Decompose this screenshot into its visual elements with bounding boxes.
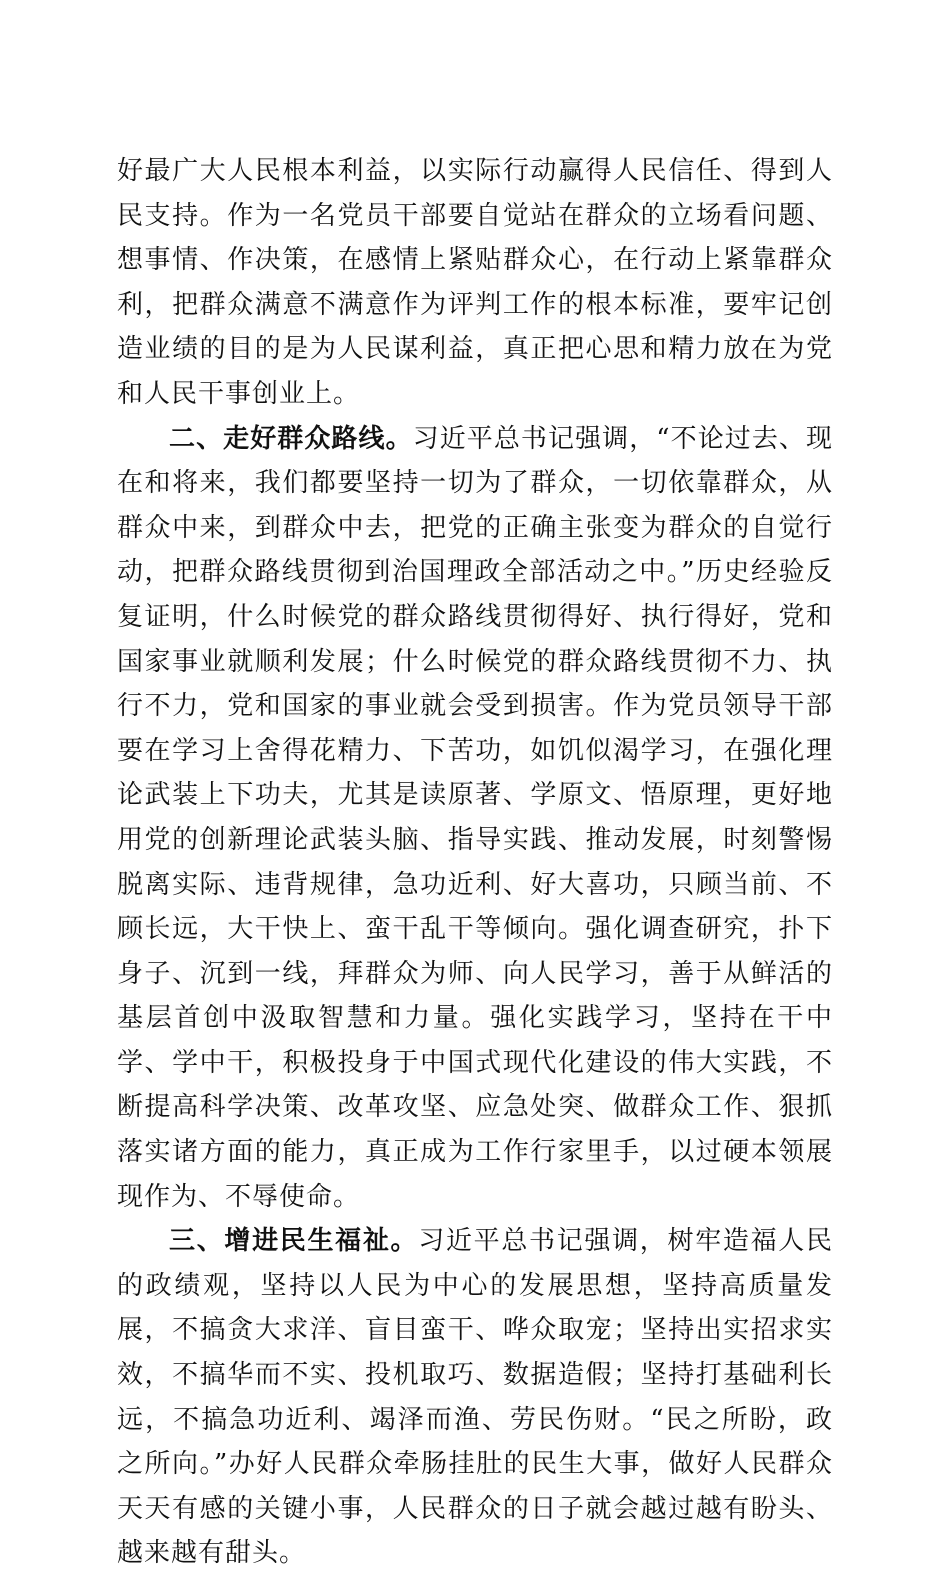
section-heading: 二、走好群众路线。 [169, 423, 413, 454]
paragraph-text: 习近平总书记强调，“不论过去、现在和将来，我们都要坚持一切为了群众，一切依靠群众，从群众中来，到群众中去，把党的正确主张变为群众的自觉行动，把群众路线贯彻到治国理政全部活动之中。”历史经验反复证明，什么时候党的群众路线贯彻得好、执行得好，党和国家事业就顺利发展；什么时候党的群众路线贯彻不力、执行不力，党和国家的事业就会受到损害。作为党员领导干部要在学习上舍得花精力、下苦功，如饥似渴学习，在强化理论武装上下功夫，尤其是读原著、学原文、悟原理，更好地用党的创新理论武装头脑、指导实践、推动发展，时刻警惕脱离实际、违背规律，急功近利、好大喜功，只顾当前、不顾长远，大干快上、蛮干乱干等倾向。强化调查研究，扑下身子、沉到一线，拜群众为师、向人民学习，善于从鲜活的基层首创中汲取智慧和力量。强化实践学习，坚持在干中学、学中干，积极投身于中国式现代化建设的伟大实践，不断提高科学决策、改革攻坚、应急处突、做群众工作、狠抓落实诸方面的能力，真正成为工作行家里手，以过硬本领展现作为、不辱使命。 [117, 423, 833, 1212]
paragraph-continuation [117, 149, 833, 417]
paragraph-text: 习近平总书记强调，树牢造福人民的政绩观，坚持以人民为中心的发展思想，坚持高质量发展，不搞贪大求洋、盲目蛮干、哗众取宠；坚持出实招求实效，不搞华而不实、投机取巧、数据造假；坚持打基础利长远，不搞急功近利、竭泽而渔、劳民伤财。“民之所盼，政之所向。”办好人民群众牵肠挂肚的民生大事，做好人民群众天天有感的关键小事，人民群众的日子就会越过越有盼头、越来越有甜头。 [117, 1226, 833, 1569]
paragraph-section-three [117, 1219, 833, 1576]
paragraph-section-two [117, 417, 833, 1220]
paragraph-text: 好最广大人民根本利益，以实际行动赢得人民信任、得到人民支持。作为一名党员干部要自觉站在群众的立场看问题、想事情、作决策，在感情上紧贴群众心，在行动上紧靠群众利，把群众满意不满意作为评判工作的根本标准，要牢记创造业绩的目的是为人民谋利益，真正把心思和精力放在为党和人民干事创业上。 [117, 156, 833, 409]
document-body [117, 149, 833, 1576]
section-heading: 三、增进民生福祉。 [169, 1226, 419, 1257]
